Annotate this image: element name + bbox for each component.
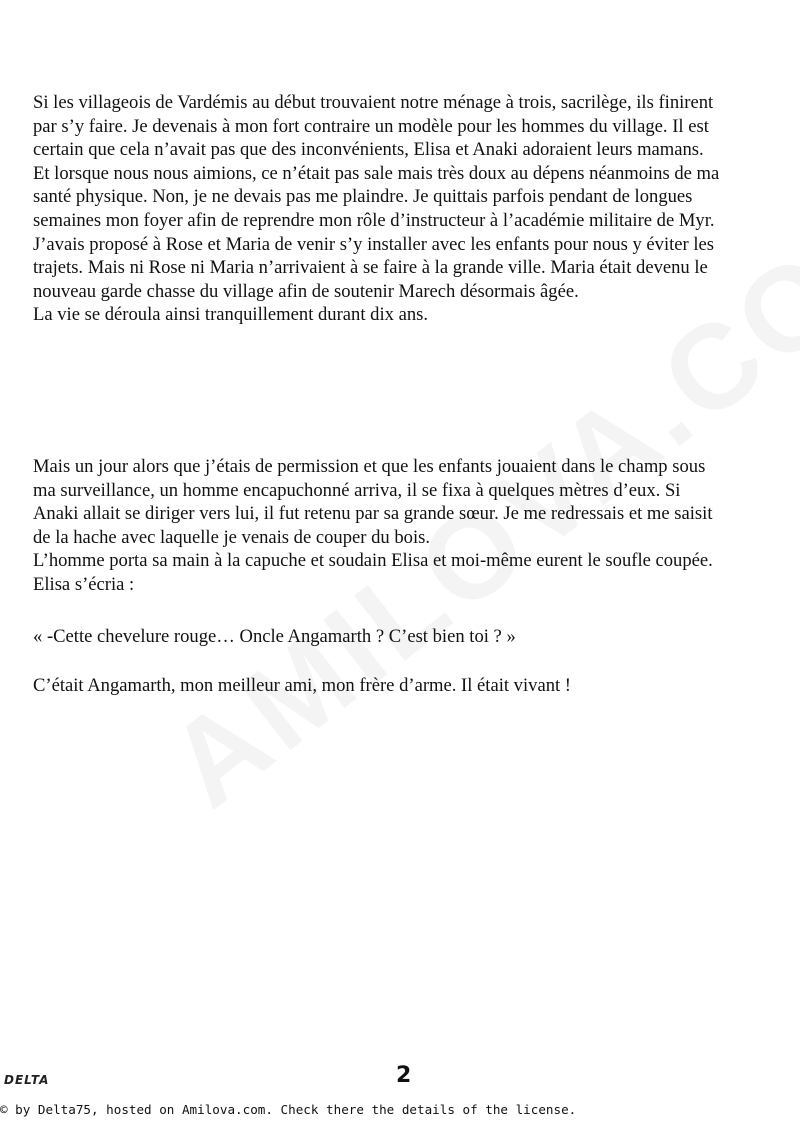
text-line: Si les villageois de Vardémis au début trouvaient notre ménage à trois, sacrilège, ils finirent: [33, 92, 714, 113]
paragraph-revelation: [33, 674, 778, 698]
dialogue-quote: [33, 625, 778, 649]
text-line: ma surveillance, un homme encapuchonné arriva, il se fixa à quelques mètres d’eux. Si: [33, 479, 681, 501]
text-line: Anaki allait se diriger vers lui, il fut retenu par sa grande sœur. Je me redressais et me saisit: [33, 503, 713, 525]
license-notice: © by Delta75, hosted on Amilova.com. Check there the details of the license.: [0, 1102, 577, 1117]
text-line: C’était Angamarth, mon meilleur ami, mon frère d’arme. Il était vivant !: [33, 675, 572, 696]
paragraph-hooded-man: [33, 455, 778, 597]
text-line: santé physique. Non, je ne devais pas me plaindre. Je quittais parfois pendant de longues: [33, 186, 693, 208]
text-line: Mais un jour alors que j’étais de permission et que les enfants jouaient dans le champ sous: [33, 456, 706, 477]
text-line: de la hache avec laquelle je venais de couper du bois.: [33, 526, 431, 548]
text-line: L’homme porta sa main à la capuche et soudain Elisa et moi-même eurent le soufle coupée.: [33, 550, 713, 572]
text-line: trajets. Mais ni Rose ni Maria n’arrivaient à se faire à la grande ville. Maria était devenu le: [33, 257, 708, 279]
text-line: La vie se déroula ainsi tranquillement durant dix ans.: [33, 304, 428, 326]
text-line: nouveau garde chasse du village afin de soutenir Marech désormais âgée.: [33, 280, 579, 302]
text-line: J’avais proposé à Rose et Maria de venir s’y installer avec les enfants pour nous y éviter les: [33, 233, 715, 255]
text-line: par s’y faire. Je devenais à mon fort contraire un modèle pour les hommes du village. Il est: [33, 115, 709, 137]
text-line: semaines mon foyer afin de reprendre mon rôle d’instructeur à l’académie militaire de Myr.: [33, 209, 715, 231]
page-number: 2: [396, 1063, 412, 1088]
delta-logo: DELTA: [4, 1073, 50, 1087]
text-line: Et lorsque nous nous aimions, ce n’était pas sale mais très doux au dépens néanmoins de ma: [33, 162, 720, 184]
text-line: certain que cela n’avait pas que des inconvénients, Elisa et Anaki adoraient leurs mamans.: [33, 139, 704, 161]
text-line: « -Cette chevelure rouge… Oncle Angamarth ? C’est bien toi ? »: [33, 626, 516, 647]
text-line: Elisa s’écria :: [33, 573, 135, 595]
paragraph-village-life: [33, 91, 778, 327]
